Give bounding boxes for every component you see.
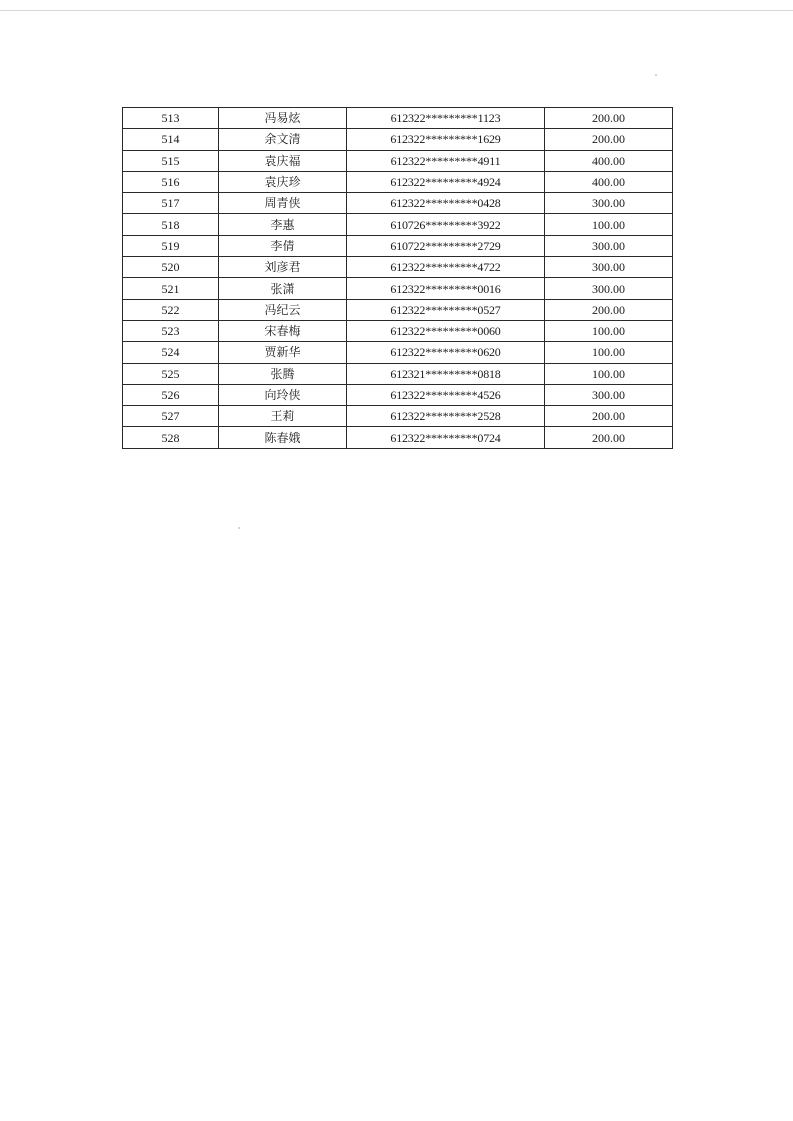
name-cell: 贾新华	[219, 342, 347, 363]
table-row	[123, 129, 673, 150]
row-number-cell: 519	[123, 235, 219, 256]
name-cell: 李倩	[219, 235, 347, 256]
id-number-cell: 612322*********0724	[347, 427, 545, 448]
name-cell: 陈春娥	[219, 427, 347, 448]
row-number-cell: 525	[123, 363, 219, 384]
id-number-cell: 612322*********0060	[347, 320, 545, 341]
row-number-cell: 524	[123, 342, 219, 363]
id-number-cell: 612322*********0620	[347, 342, 545, 363]
row-number-cell: 515	[123, 150, 219, 171]
id-number-cell: 612322*********0527	[347, 299, 545, 320]
id-number-cell: 612322*********4526	[347, 384, 545, 405]
amount-cell: 300.00	[545, 235, 673, 256]
amount-cell: 100.00	[545, 363, 673, 384]
name-cell: 余文清	[219, 129, 347, 150]
table-row	[123, 299, 673, 320]
name-cell: 张潇	[219, 278, 347, 299]
id-number-cell: 612322*********1123	[347, 108, 545, 129]
row-number-cell: 520	[123, 257, 219, 278]
id-number-cell: 612322*********2528	[347, 406, 545, 427]
row-number-cell: 517	[123, 193, 219, 214]
name-cell: 袁庆福	[219, 150, 347, 171]
id-number-cell: 612322*********1629	[347, 129, 545, 150]
amount-cell: 300.00	[545, 193, 673, 214]
name-cell: 刘彦君	[219, 257, 347, 278]
row-number-cell: 521	[123, 278, 219, 299]
id-number-cell: 612322*********0428	[347, 193, 545, 214]
name-cell: 向玲侠	[219, 384, 347, 405]
id-number-cell: 612322*********4911	[347, 150, 545, 171]
row-number-cell: 528	[123, 427, 219, 448]
amount-cell: 100.00	[545, 342, 673, 363]
id-number-cell: 610726*********3922	[347, 214, 545, 235]
amount-cell: 200.00	[545, 108, 673, 129]
amount-cell: 100.00	[545, 214, 673, 235]
amount-cell: 100.00	[545, 320, 673, 341]
table-row	[123, 384, 673, 405]
table-row	[123, 171, 673, 192]
page-top-border	[0, 10, 793, 11]
row-number-cell: 513	[123, 108, 219, 129]
table-row	[123, 320, 673, 341]
table-row	[123, 193, 673, 214]
name-cell: 李惠	[219, 214, 347, 235]
row-number-cell: 516	[123, 171, 219, 192]
name-cell: 宋春梅	[219, 320, 347, 341]
payment-table	[122, 107, 673, 449]
id-number-cell: 610722*********2729	[347, 235, 545, 256]
amount-cell: 300.00	[545, 384, 673, 405]
amount-cell: 300.00	[545, 278, 673, 299]
name-cell: 周青侠	[219, 193, 347, 214]
amount-cell: 200.00	[545, 299, 673, 320]
table-row	[123, 150, 673, 171]
row-number-cell: 523	[123, 320, 219, 341]
scan-speck	[655, 74, 657, 76]
id-number-cell: 612321*********0818	[347, 363, 545, 384]
table-row	[123, 108, 673, 129]
table-row	[123, 235, 673, 256]
amount-cell: 300.00	[545, 257, 673, 278]
row-number-cell: 514	[123, 129, 219, 150]
table-row	[123, 257, 673, 278]
table-row	[123, 406, 673, 427]
id-number-cell: 612322*********0016	[347, 278, 545, 299]
amount-cell: 400.00	[545, 150, 673, 171]
amount-cell: 200.00	[545, 427, 673, 448]
row-number-cell: 522	[123, 299, 219, 320]
id-number-cell: 612322*********4924	[347, 171, 545, 192]
name-cell: 张腾	[219, 363, 347, 384]
row-number-cell: 526	[123, 384, 219, 405]
id-number-cell: 612322*********4722	[347, 257, 545, 278]
table-row	[123, 342, 673, 363]
payment-table-body	[123, 108, 673, 449]
name-cell: 冯易炫	[219, 108, 347, 129]
amount-cell: 400.00	[545, 171, 673, 192]
table-row	[123, 278, 673, 299]
table-row	[123, 427, 673, 448]
row-number-cell: 518	[123, 214, 219, 235]
scan-speck	[238, 527, 240, 529]
name-cell: 袁庆珍	[219, 171, 347, 192]
table-row	[123, 363, 673, 384]
name-cell: 王莉	[219, 406, 347, 427]
name-cell: 冯纪云	[219, 299, 347, 320]
amount-cell: 200.00	[545, 406, 673, 427]
row-number-cell: 527	[123, 406, 219, 427]
amount-cell: 200.00	[545, 129, 673, 150]
table-row	[123, 214, 673, 235]
